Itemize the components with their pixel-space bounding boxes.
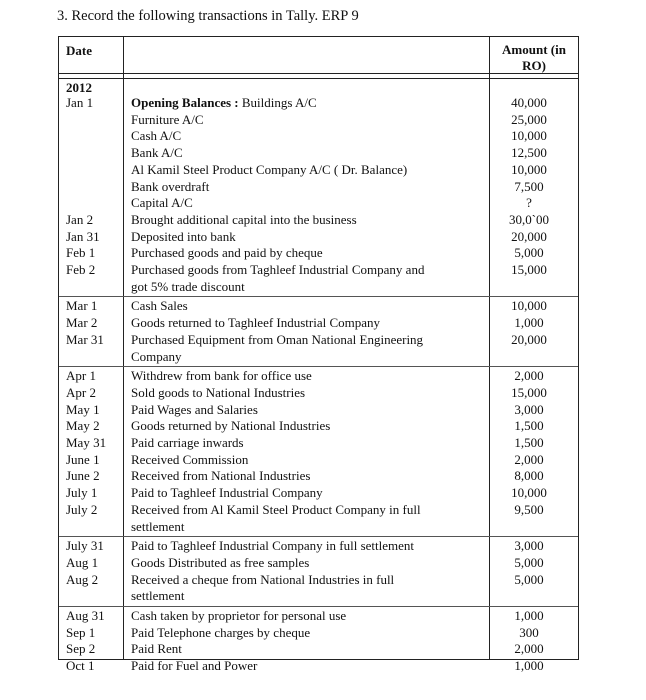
page-heading: 3. Record the following transactions in Tally. ERP 9: [57, 8, 359, 24]
row-amount: 9,500: [514, 501, 544, 517]
row-date: July 31: [66, 538, 104, 554]
row-date: Aug 31: [66, 608, 105, 623]
row-amount: 1,000: [514, 315, 544, 331]
row-date: Sep 2: [66, 641, 96, 657]
row-amount: 3,000: [514, 401, 544, 417]
row-description: Goods returned to Taghleef Industrial Company: [131, 315, 381, 331]
row-description: Purchased goods and paid by cheque: [131, 245, 323, 261]
row-amount: 3,000: [514, 538, 544, 554]
group-divider: [59, 296, 578, 297]
row-description: Al Kamil Steel Product Company A/C ( Dr. Balance): [131, 161, 408, 177]
row-amount: 12,500: [511, 145, 547, 161]
row-description: Goods returned by National Industries: [131, 418, 331, 434]
row-description: Purchased goods from Taghleef Industrial Company and: [131, 262, 425, 277]
row-date: Aug 2: [66, 571, 99, 587]
row-date: Apr 2: [66, 384, 96, 400]
group-divider: [59, 366, 578, 367]
row-description: Furniture A/C: [131, 111, 204, 127]
row-description-continued: settlement: [131, 588, 185, 604]
row-description: Paid carriage inwards: [131, 435, 244, 450]
row-date: May 2: [66, 418, 100, 434]
row-description-text: Buildings A/C: [238, 95, 317, 110]
row-description: Paid for Fuel and Power: [131, 658, 258, 674]
row-description: Cash Sales: [131, 298, 188, 314]
row-description: Received a cheque from National Industries in full: [131, 571, 395, 587]
row-amount: 5,000: [514, 571, 544, 587]
row-date: Jan 31: [66, 228, 100, 244]
row-description: Cash A/C: [131, 128, 182, 144]
row-description-continued: Company: [131, 348, 182, 364]
column-header-date: Date: [66, 43, 92, 58]
row-amount: 7,500: [514, 178, 544, 194]
row-description: [131, 95, 317, 112]
row-amount: 300: [519, 624, 539, 640]
row-amount: 1,500: [514, 418, 544, 434]
row-description-continued: got 5% trade discount: [131, 278, 245, 294]
row-amount: 1,000: [514, 658, 544, 674]
row-amount: 2,000: [514, 368, 544, 384]
row-date: Sep 1: [66, 624, 96, 640]
row-amount: 30,0`00: [508, 211, 550, 227]
row-date: June 1: [66, 451, 100, 467]
row-amount: 1,500: [514, 435, 544, 450]
group-divider: [59, 606, 578, 607]
row-description: Cash taken by proprietor for personal use: [131, 608, 347, 623]
row-description: Bank overdraft: [131, 178, 210, 194]
row-date: Jan 2: [66, 211, 94, 227]
column-header-amount: Amount (in RO): [502, 42, 566, 73]
row-date: May 31: [66, 435, 107, 450]
row-amount: 2,000: [514, 451, 544, 467]
row-amount: 20,000: [511, 331, 547, 347]
row-date: Feb 1: [66, 245, 96, 261]
row-description: Capital A/C: [131, 195, 193, 211]
row-date: Jan 1: [66, 95, 94, 110]
row-description: Bank A/C: [131, 145, 183, 161]
row-amount: 40,000: [511, 95, 547, 110]
column-divider: [123, 37, 124, 659]
row-amount: 15,000: [511, 384, 547, 400]
row-amount: 5,000: [514, 245, 544, 261]
row-date: May 1: [66, 401, 100, 417]
row-description: Brought additional capital into the business: [131, 211, 357, 227]
row-description: Paid Rent: [131, 641, 182, 657]
row-date: Mar 31: [66, 331, 104, 347]
row-description: Received from Al Kamil Steel Product Company in full: [131, 501, 421, 517]
row-description: Paid to Taghleef Industrial Company: [131, 485, 323, 501]
row-amount: 10,000: [511, 161, 547, 177]
row-description: Received from National Industries: [131, 468, 311, 484]
row-description: Paid Wages and Salaries: [131, 401, 258, 417]
row-amount: 5,000: [514, 554, 544, 570]
row-amount: 2,000: [514, 641, 544, 657]
group-divider: [59, 536, 578, 537]
row-amount: 15,000: [511, 262, 547, 277]
row-amount: 10,000: [511, 128, 547, 144]
row-date: Mar 2: [66, 315, 98, 331]
row-amount: 10,000: [511, 485, 547, 501]
column-divider: [489, 37, 490, 659]
row-date: Mar 1: [66, 298, 98, 314]
row-date: July 1: [66, 485, 98, 501]
row-description-continued: settlement: [131, 518, 185, 534]
row-date: Oct 1: [66, 658, 95, 674]
row-description: Sold goods to National Industries: [131, 384, 306, 400]
row-description: Withdrew from bank for office use: [131, 368, 312, 384]
row-amount: 8,000: [514, 468, 544, 484]
row-amount: 1,000: [514, 608, 544, 623]
row-description: Paid Telephone charges by cheque: [131, 624, 311, 640]
row-amount: ?: [526, 195, 532, 211]
transactions-table: [58, 36, 579, 674]
row-description: Purchased Equipment from Oman National Engineering: [131, 331, 424, 347]
row-date: Feb 2: [66, 262, 96, 277]
row-description: Deposited into bank: [131, 228, 236, 244]
row-date: July 2: [66, 501, 98, 517]
row-date: June 2: [66, 468, 100, 484]
row-amount: 25,000: [511, 111, 547, 127]
row-description: Received Commission: [131, 451, 249, 467]
row-description: Goods Distributed as free samples: [131, 554, 310, 570]
header-divider: [59, 78, 578, 79]
opening-balances-label: Opening Balances :: [131, 95, 239, 110]
row-amount: 10,000: [511, 298, 547, 314]
row-date: Apr 1: [66, 368, 96, 384]
row-description: Paid to Taghleef Industrial Company in full settlement: [131, 538, 414, 554]
row-date: Aug 1: [66, 554, 99, 570]
year-label: 2012: [66, 80, 92, 95]
row-amount: 20,000: [511, 228, 547, 244]
